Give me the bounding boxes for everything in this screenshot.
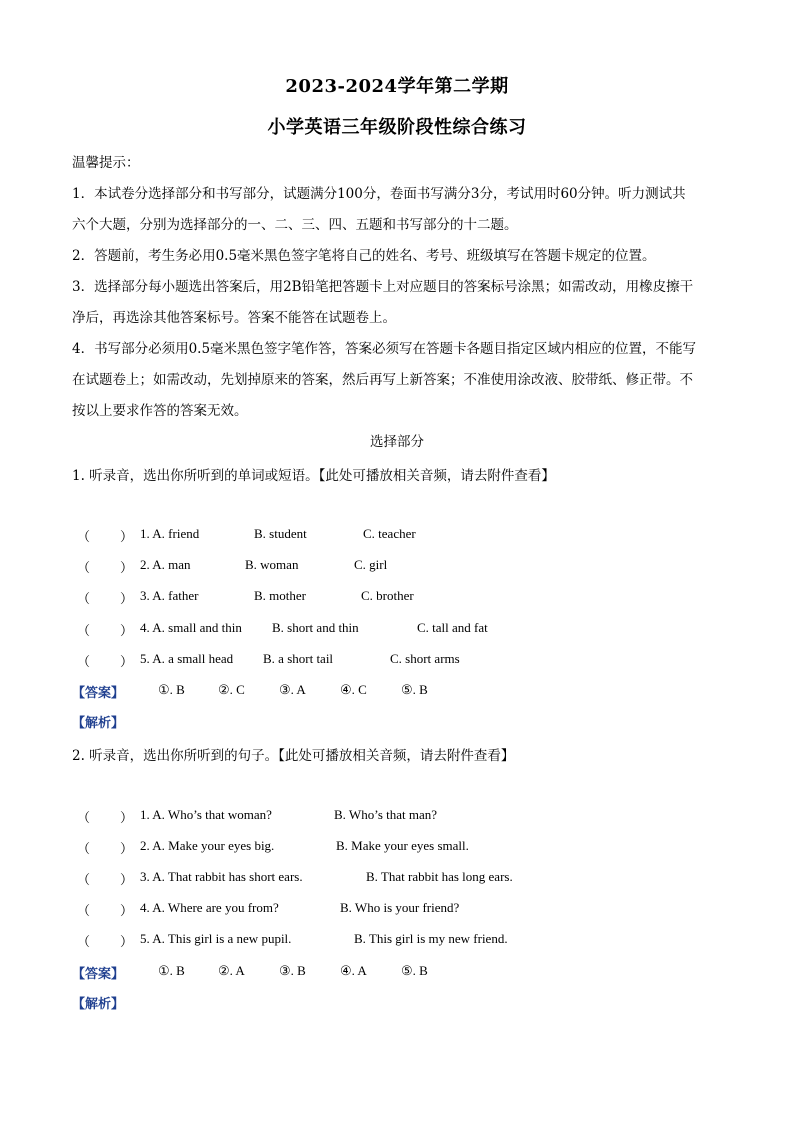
tips-line: 按以上要求作答的答案无效。 [72, 403, 248, 419]
option-b: B. Who’s that man? [334, 807, 438, 822]
tips-line: 2．答题前，考生务必用0.5毫米黑色签字笔将自己的姓名、考号、班级填写在答题卡规定的位置。 [72, 248, 656, 264]
option-b: B. Who is your friend? [340, 900, 460, 915]
tips-line: 六个大题，分别为选择部分的一、二、三、四、五题和书写部分的十二题。 [72, 217, 518, 233]
option-c: C. tall and fat [417, 620, 488, 635]
option-b: B. Make your eyes small. [336, 838, 469, 853]
option-b: B. a short tail [263, 651, 334, 666]
option-c: C. short arms [390, 651, 460, 666]
option-b: B. student [254, 526, 307, 541]
answer-bracket-close: ） [120, 872, 134, 887]
answer-bracket-close: ） [120, 529, 134, 544]
exam-title-subject: 小学英语三年级阶段性综合练习 [267, 117, 527, 138]
question-1-answer [72, 682, 722, 702]
tips-line: 在试题卷上；如需改动，先划掉原来的答案，然后再写上新答案；不准使用涂改液、胶带纸、修正带。不 [72, 372, 693, 388]
option-a: 1. A. friend [140, 526, 200, 541]
tips-line: 4．书写部分必须用0.5毫米黑色签字笔作答，答案必须写在答题卡各题目指定区域内相应的位置，不能写 [72, 341, 697, 357]
option-b: B. woman [245, 557, 299, 572]
option-row [72, 526, 722, 546]
answer-bracket-open: （ [77, 591, 91, 606]
option-row [72, 838, 722, 858]
answer-bracket-open: （ [77, 872, 91, 887]
answer-bracket-open: （ [77, 560, 91, 575]
question-1-analysis-label: 【解析】 [72, 716, 125, 731]
answer-bracket-open: （ [77, 529, 91, 544]
section-heading: 选择部分 [370, 434, 424, 450]
tips-line: 净后，再选涂其他答案标号。答案不能答在试题卷上。 [72, 310, 396, 326]
answer-item: ②. C [218, 682, 245, 697]
tips-label: 温馨提示： [72, 155, 140, 171]
answer-item: ⑤. B [401, 682, 428, 697]
answer-bracket-close: ） [120, 654, 134, 669]
answer-item: ④. A [340, 963, 367, 978]
question-2-heading: 2. 听录音，选出你所听到的句子。【此处可播放相关音频，请去附件查看】 [72, 748, 515, 764]
option-a: 1. A. Who’s that woman? [140, 807, 272, 822]
option-b: B. That rabbit has long ears. [366, 869, 513, 884]
option-row [72, 900, 722, 920]
question-2-analysis-label: 【解析】 [72, 997, 125, 1012]
answer-bracket-open: （ [77, 841, 91, 856]
option-b: B. This girl is my new friend. [354, 931, 508, 946]
option-row [72, 651, 722, 671]
option-a: 3. A. That rabbit has short ears. [140, 869, 303, 884]
answer-label: 【答案】 [72, 967, 125, 982]
option-c: C. brother [361, 588, 414, 603]
answer-bracket-close: ） [120, 623, 134, 638]
tips-block [72, 148, 722, 427]
option-a: 5. A. This girl is a new pupil. [140, 931, 292, 946]
answer-label: 【答案】 [72, 686, 125, 701]
answer-bracket-close: ） [120, 810, 134, 825]
option-c: C. girl [354, 557, 388, 572]
answer-item: ①. B [158, 963, 185, 978]
answer-bracket-open: （ [77, 810, 91, 825]
answer-bracket-open: （ [77, 934, 91, 949]
option-b: B. mother [254, 588, 306, 603]
answer-item: ③. B [279, 963, 306, 978]
answer-item: ④. C [340, 682, 367, 697]
answer-item: ⑤. B [401, 963, 428, 978]
answer-bracket-close: ） [120, 591, 134, 606]
option-b: B. short and thin [272, 620, 359, 635]
option-row [72, 588, 722, 608]
option-a: 2. A. Make your eyes big. [140, 838, 275, 853]
option-a: 4. A. Where are you from? [140, 900, 279, 915]
option-row [72, 620, 722, 640]
answer-item: ③. A [279, 682, 306, 697]
answer-item: ①. B [158, 682, 185, 697]
question-1-heading: 1. 听录音，选出你所听到的单词或短语。【此处可播放相关音频，请去附件查看】 [72, 468, 555, 484]
answer-bracket-close: ） [120, 903, 134, 918]
exam-title-term: 2023-2024学年第二学期 [285, 76, 509, 97]
option-row [72, 557, 722, 577]
question-2-answer [72, 963, 722, 983]
answer-bracket-close: ） [120, 934, 134, 949]
option-row [72, 807, 722, 827]
answer-bracket-open: （ [77, 623, 91, 638]
answer-bracket-open: （ [77, 903, 91, 918]
option-a: 2. A. man [140, 557, 191, 572]
option-c: C. teacher [363, 526, 416, 541]
option-a: 5. A. a small head [140, 651, 234, 666]
answer-item: ②. A [218, 963, 245, 978]
option-a: 3. A. father [140, 588, 199, 603]
option-row [72, 869, 722, 889]
option-a: 4. A. small and thin [140, 620, 242, 635]
answer-bracket-close: ） [120, 560, 134, 575]
option-row [72, 931, 722, 951]
tips-line: 3．选择部分每小题选出答案后，用2B铅笔把答题卡上对应题目的答案标号涂黑；如需改动，用橡皮擦干 [72, 279, 694, 295]
answer-bracket-open: （ [77, 654, 91, 669]
answer-bracket-close: ） [120, 841, 134, 856]
tips-line: 1．本试卷分选择部分和书写部分，试题满分100分，卷面书写满分3分，考试用时60分钟。听力测试共 [72, 186, 686, 202]
